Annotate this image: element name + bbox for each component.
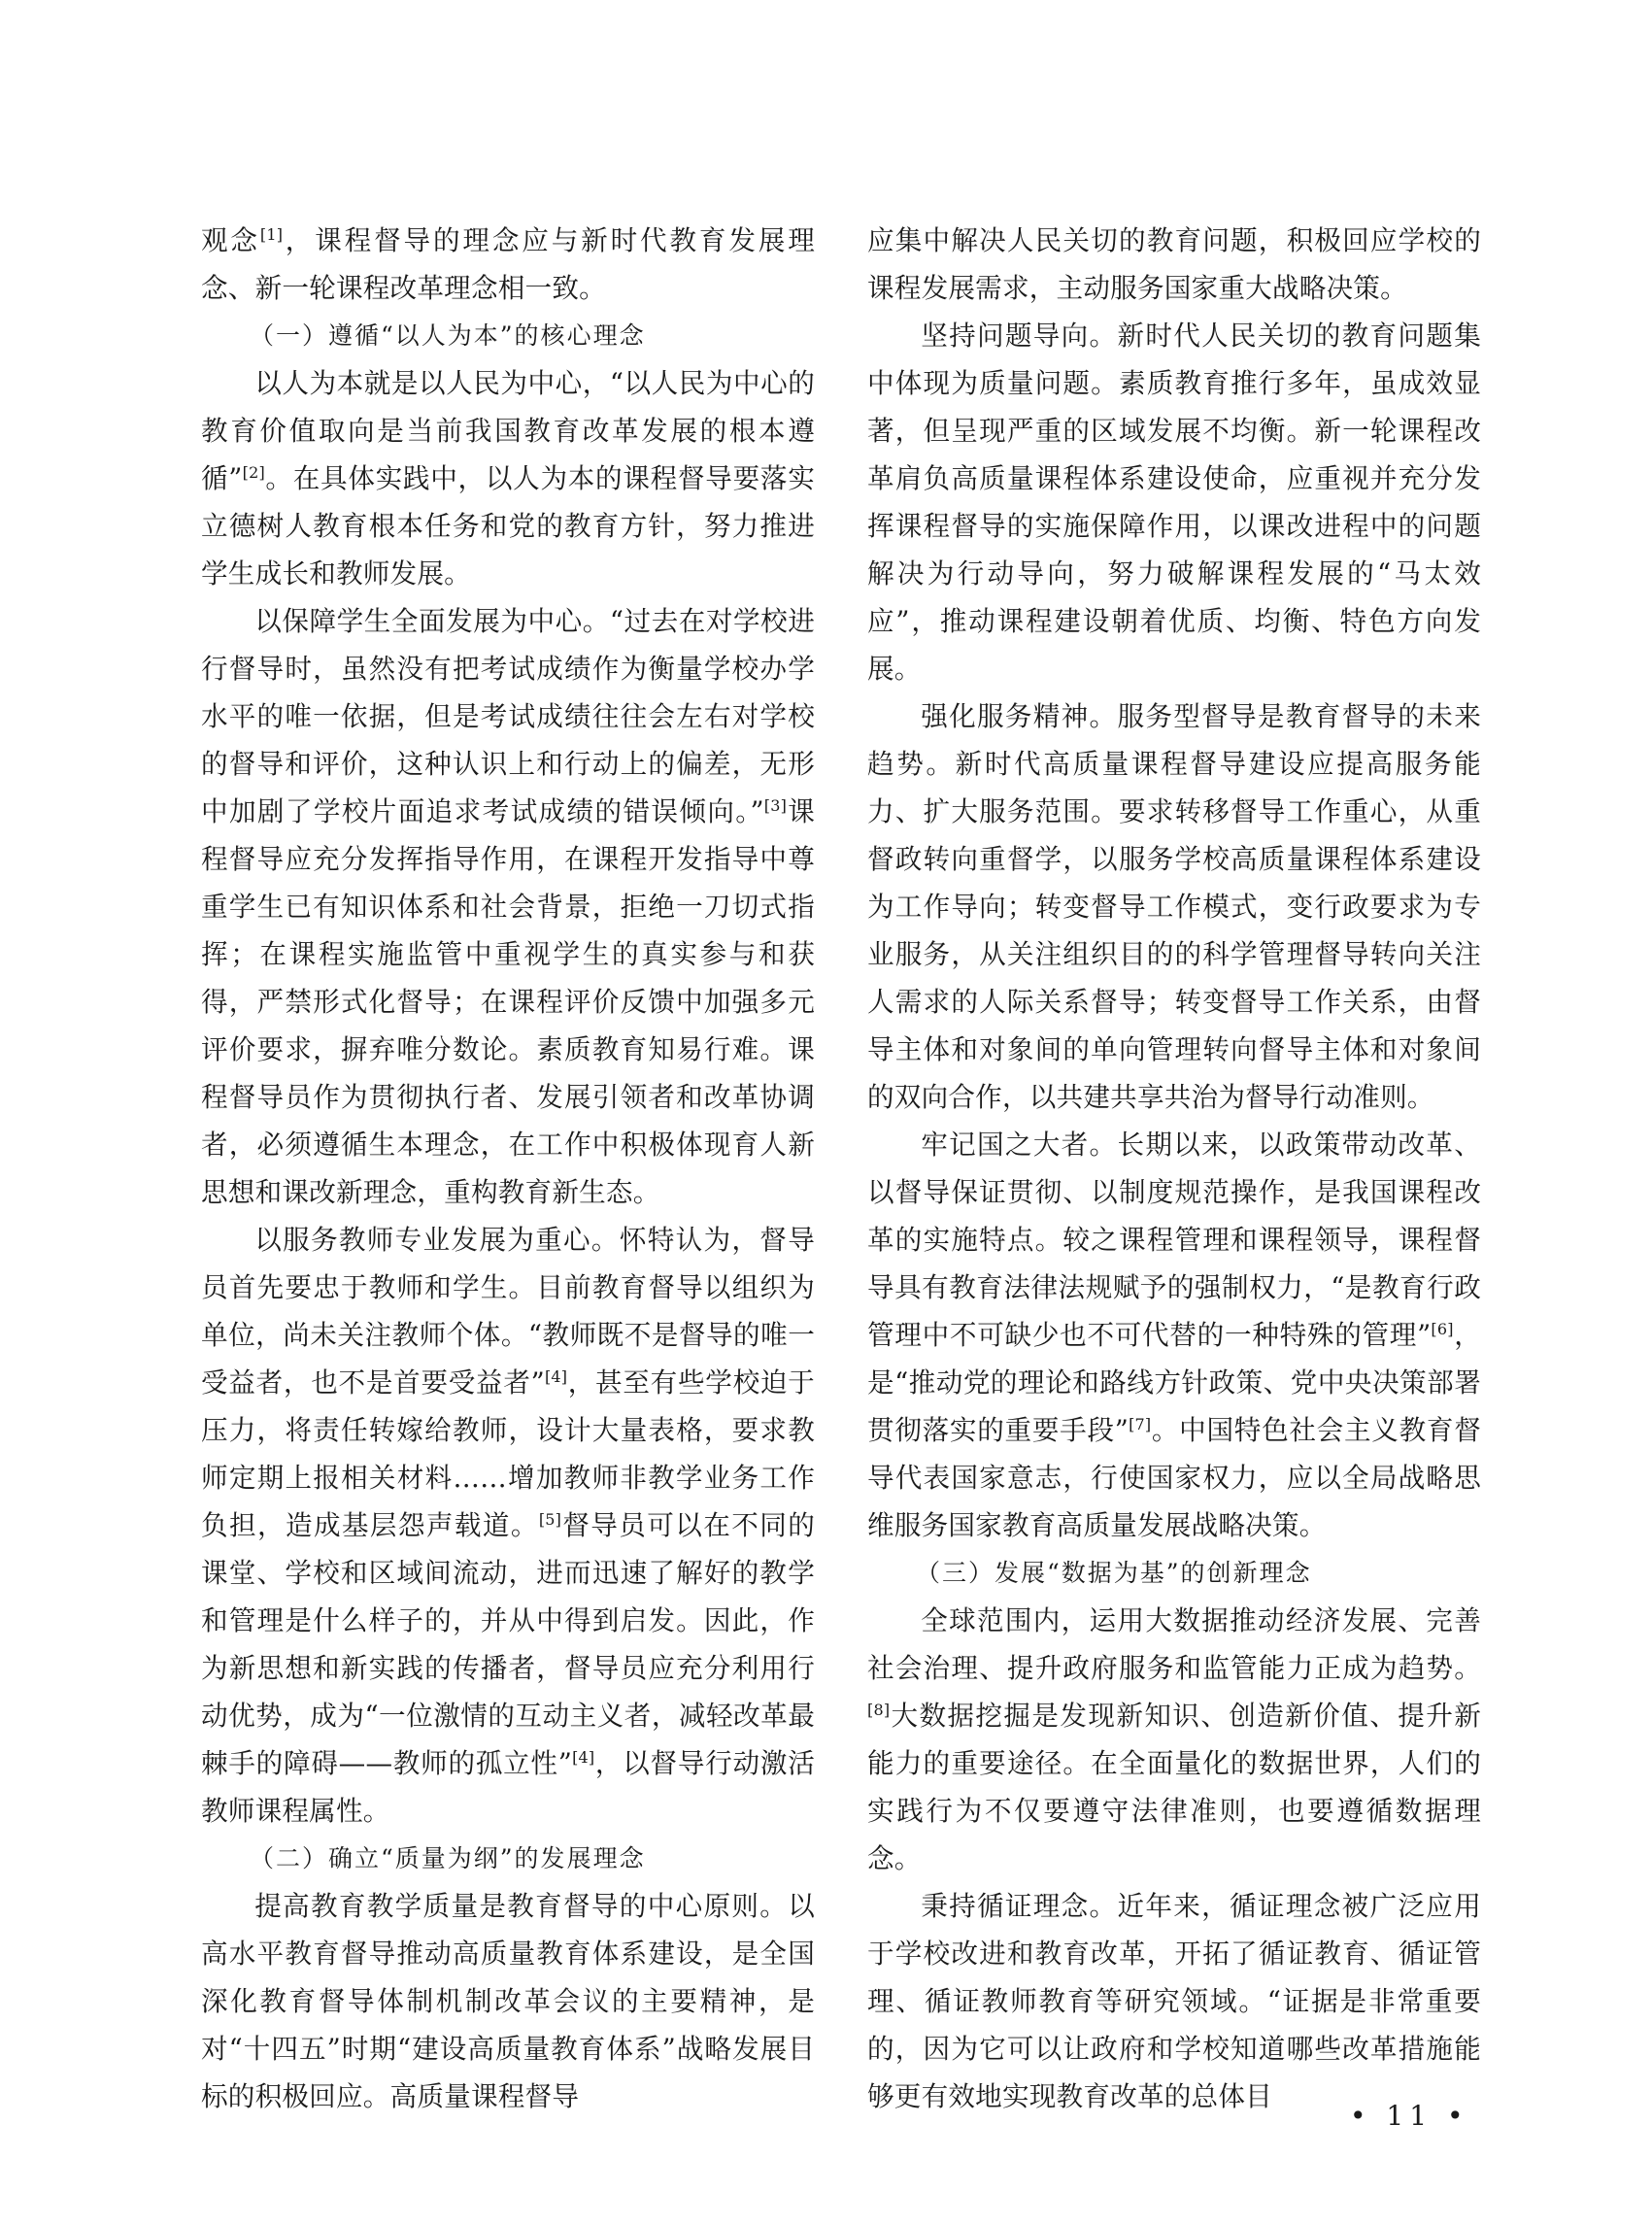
citation-ref: [6] (1431, 1319, 1454, 1338)
paragraph (867, 1121, 1481, 1549)
text-run: （一）遵循“以人为本”的核心理念 (250, 321, 646, 350)
text-run: ，课程督导的理念应与新时代教育发展理念、新一轮课程改革理念相一致。 (201, 224, 815, 304)
text-run: （三）发展“数据为基”的创新理念 (916, 1559, 1312, 1587)
citation-ref: [1] (259, 224, 284, 244)
text-run: 。中国特色社会主义教育督导代表国家意志，行使国家权力，应以全局战略思维服务国家教育高质量发展战略决策。 (867, 1414, 1481, 1541)
paragraph (867, 217, 1481, 312)
text-run: ，以督导行动激活教师课程属性。 (201, 1747, 815, 1827)
citation-ref: [4] (572, 1747, 595, 1767)
text-run: 提高教育教学质量是教育督导的中心原则。以高水平教育督导推动高质量教育体系建设，是全国深化教育督导体制机制改革会议的主要精神，是对“十四五”时期“建设高质量教育体系”战略发展目标的积极回应。高质量课程督导 (201, 1890, 815, 2112)
paragraph (867, 1882, 1481, 2120)
text-run: 全球范围内，运用大数据推动经济发展、完善社会治理、提升政府服务和监管能力正成为趋势。 (867, 1604, 1481, 1684)
citation-ref: [5] (538, 1509, 562, 1529)
citation-ref: [4] (544, 1366, 568, 1386)
right-column (867, 217, 1481, 2120)
text-run: ，是“推动党的理论和路线方针政策、党中央决策部署贯彻落实的重要手段” (867, 1319, 1481, 1446)
section-heading (201, 1835, 815, 1882)
text-run: （二）确立“质量为纲”的发展理念 (250, 1844, 646, 1872)
citation-ref: [8] (867, 1700, 891, 1719)
text-run: 督导员可以在不同的课堂、学校和区域间流动，进而迅速了解好的教学和管理是什么样子的，并从中得到启发。因此，作为新思想和新实践的传播者，督导员应充分利用行动优势，成为“一位激情的互动主义者，减轻改革最棘手的障碍——教师的孤立性” (201, 1509, 815, 1779)
text-run: 以人为本就是以人民为中心，“以人民为中心的教育价值取向是当前我国教育改革发展的根本遵循” (201, 367, 815, 494)
paragraph (201, 597, 815, 1216)
paragraph (867, 692, 1481, 1121)
page-number: • 11 • (1350, 2100, 1469, 2132)
paragraph (201, 217, 815, 312)
text-run: 观念 (201, 224, 260, 256)
text-run: 以保障学生全面发展为中心。“过去在对学校进行督导时，虽然没有把考试成绩作为衡量学校办学水平的唯一依据，但是考试成绩往往会左右对学校的督导和评价，这种认识上和行动上的偏差，无形中加剧了学校片面追求考试成绩的错误倾向。” (201, 605, 815, 827)
text-run: 大数据挖掘是发现新知识、创造新价值、提升新能力的重要途径。在全面量化的数据世界，人们的实践行为不仅要遵守法律准则，也要遵循数据理念。 (867, 1700, 1481, 1874)
text-run: 强化服务精神。服务型督导是教育督导的未来趋势。新时代高质量课程督导建设应提高服务能力、扩大服务范围。要求转移督导工作重心，从重督政转向重督学，以服务学校高质量课程体系建设为工作导向；转变督导工作模式，变行政要求为专业服务，从关注组织目的的科学管理督导转向关注人需求的人际关系督导；转变督导工作关系，由督导主体和对象间的单向管理转向督导主体和对象间的双向合作，以共建共享共治为督导行动准则。 (867, 700, 1481, 1113)
paragraph (201, 1882, 815, 2120)
text-run: 坚持问题导向。新时代人民关切的教育问题集中体现为质量问题。素质教育推行多年，虽成效显著，但呈现严重的区域发展不均衡。新一轮课程改革肩负高质量课程体系建设使命，应重视并充分发挥课程督导的实施保障作用，以课改进程中的问题解决为行动导向，努力破解课程发展的“马太效应”，推动课程建设朝着优质、均衡、特色方向发展。 (867, 320, 1481, 685)
citation-ref: [2] (242, 462, 265, 482)
left-column (201, 217, 815, 2120)
text-run: 课程督导应充分发挥指导作用，在课程开发指导中尊重学生已有知识体系和社会背景，拒绝一刀切式指挥；在课程实施监管中重视学生的真实参与和获得，严禁形式化督导；在课程评价反馈中加强多元评价要求，摒弃唯分数论。素质教育知易行难。课程督导员作为贯彻执行者、发展引领者和改革协调者，必须遵循生本理念，在工作中积极体现育人新思想和课改新理念，重构教育新生态。 (201, 795, 815, 1208)
section-heading (867, 1549, 1481, 1597)
paragraph (201, 359, 815, 597)
text-run: 以服务教师专业发展为重心。怀特认为，督导员首先要忠于教师和学生。目前教育督导以组织为单位，尚未关注教师个体。“教师既不是督导的唯一受益者，也不是首要受益者” (201, 1224, 815, 1399)
citation-ref: [3] (763, 795, 788, 815)
text-run: 牢记国之大者。长期以来，以政策带动改革、以督导保证贯彻、以制度规范操作，是我国课程改革的实施特点。较之课程管理和课程领导，课程督导具有教育法律法规赋予的强制权力，“是教育行政管理中不可缺少也不可代替的一种特殊的管理” (867, 1129, 1481, 1351)
text-run: 秉持循证理念。近年来，循证理念被广泛应用于学校改进和教育改革，开拓了循证教育、循证管理、循证教师教育等研究领域。“证据是非常重要的，因为它可以让政府和学校知道哪些改革措施能够更有效地实现教育改革的总体目 (867, 1890, 1481, 2112)
text-run: 。在具体实践中，以人为本的课程督导要落实立德树人教育根本任务和党的教育方针，努力推进学生成长和教师发展。 (201, 462, 815, 590)
paragraph (201, 1216, 815, 1835)
section-heading (201, 312, 815, 359)
text-run: ，甚至有些学校迫于压力，将责任转嫁给教师，设计大量表格，要求教师定期上报相关材料……增加教师非教学业务工作负担，造成基层怨声载道。 (201, 1366, 815, 1541)
text-run: 应集中解决人民关切的教育问题，积极回应学校的课程发展需求，主动服务国家重大战略决策。 (867, 224, 1481, 304)
paragraph (867, 1597, 1481, 1882)
paragraph (867, 312, 1481, 692)
citation-ref: [7] (1129, 1414, 1152, 1433)
